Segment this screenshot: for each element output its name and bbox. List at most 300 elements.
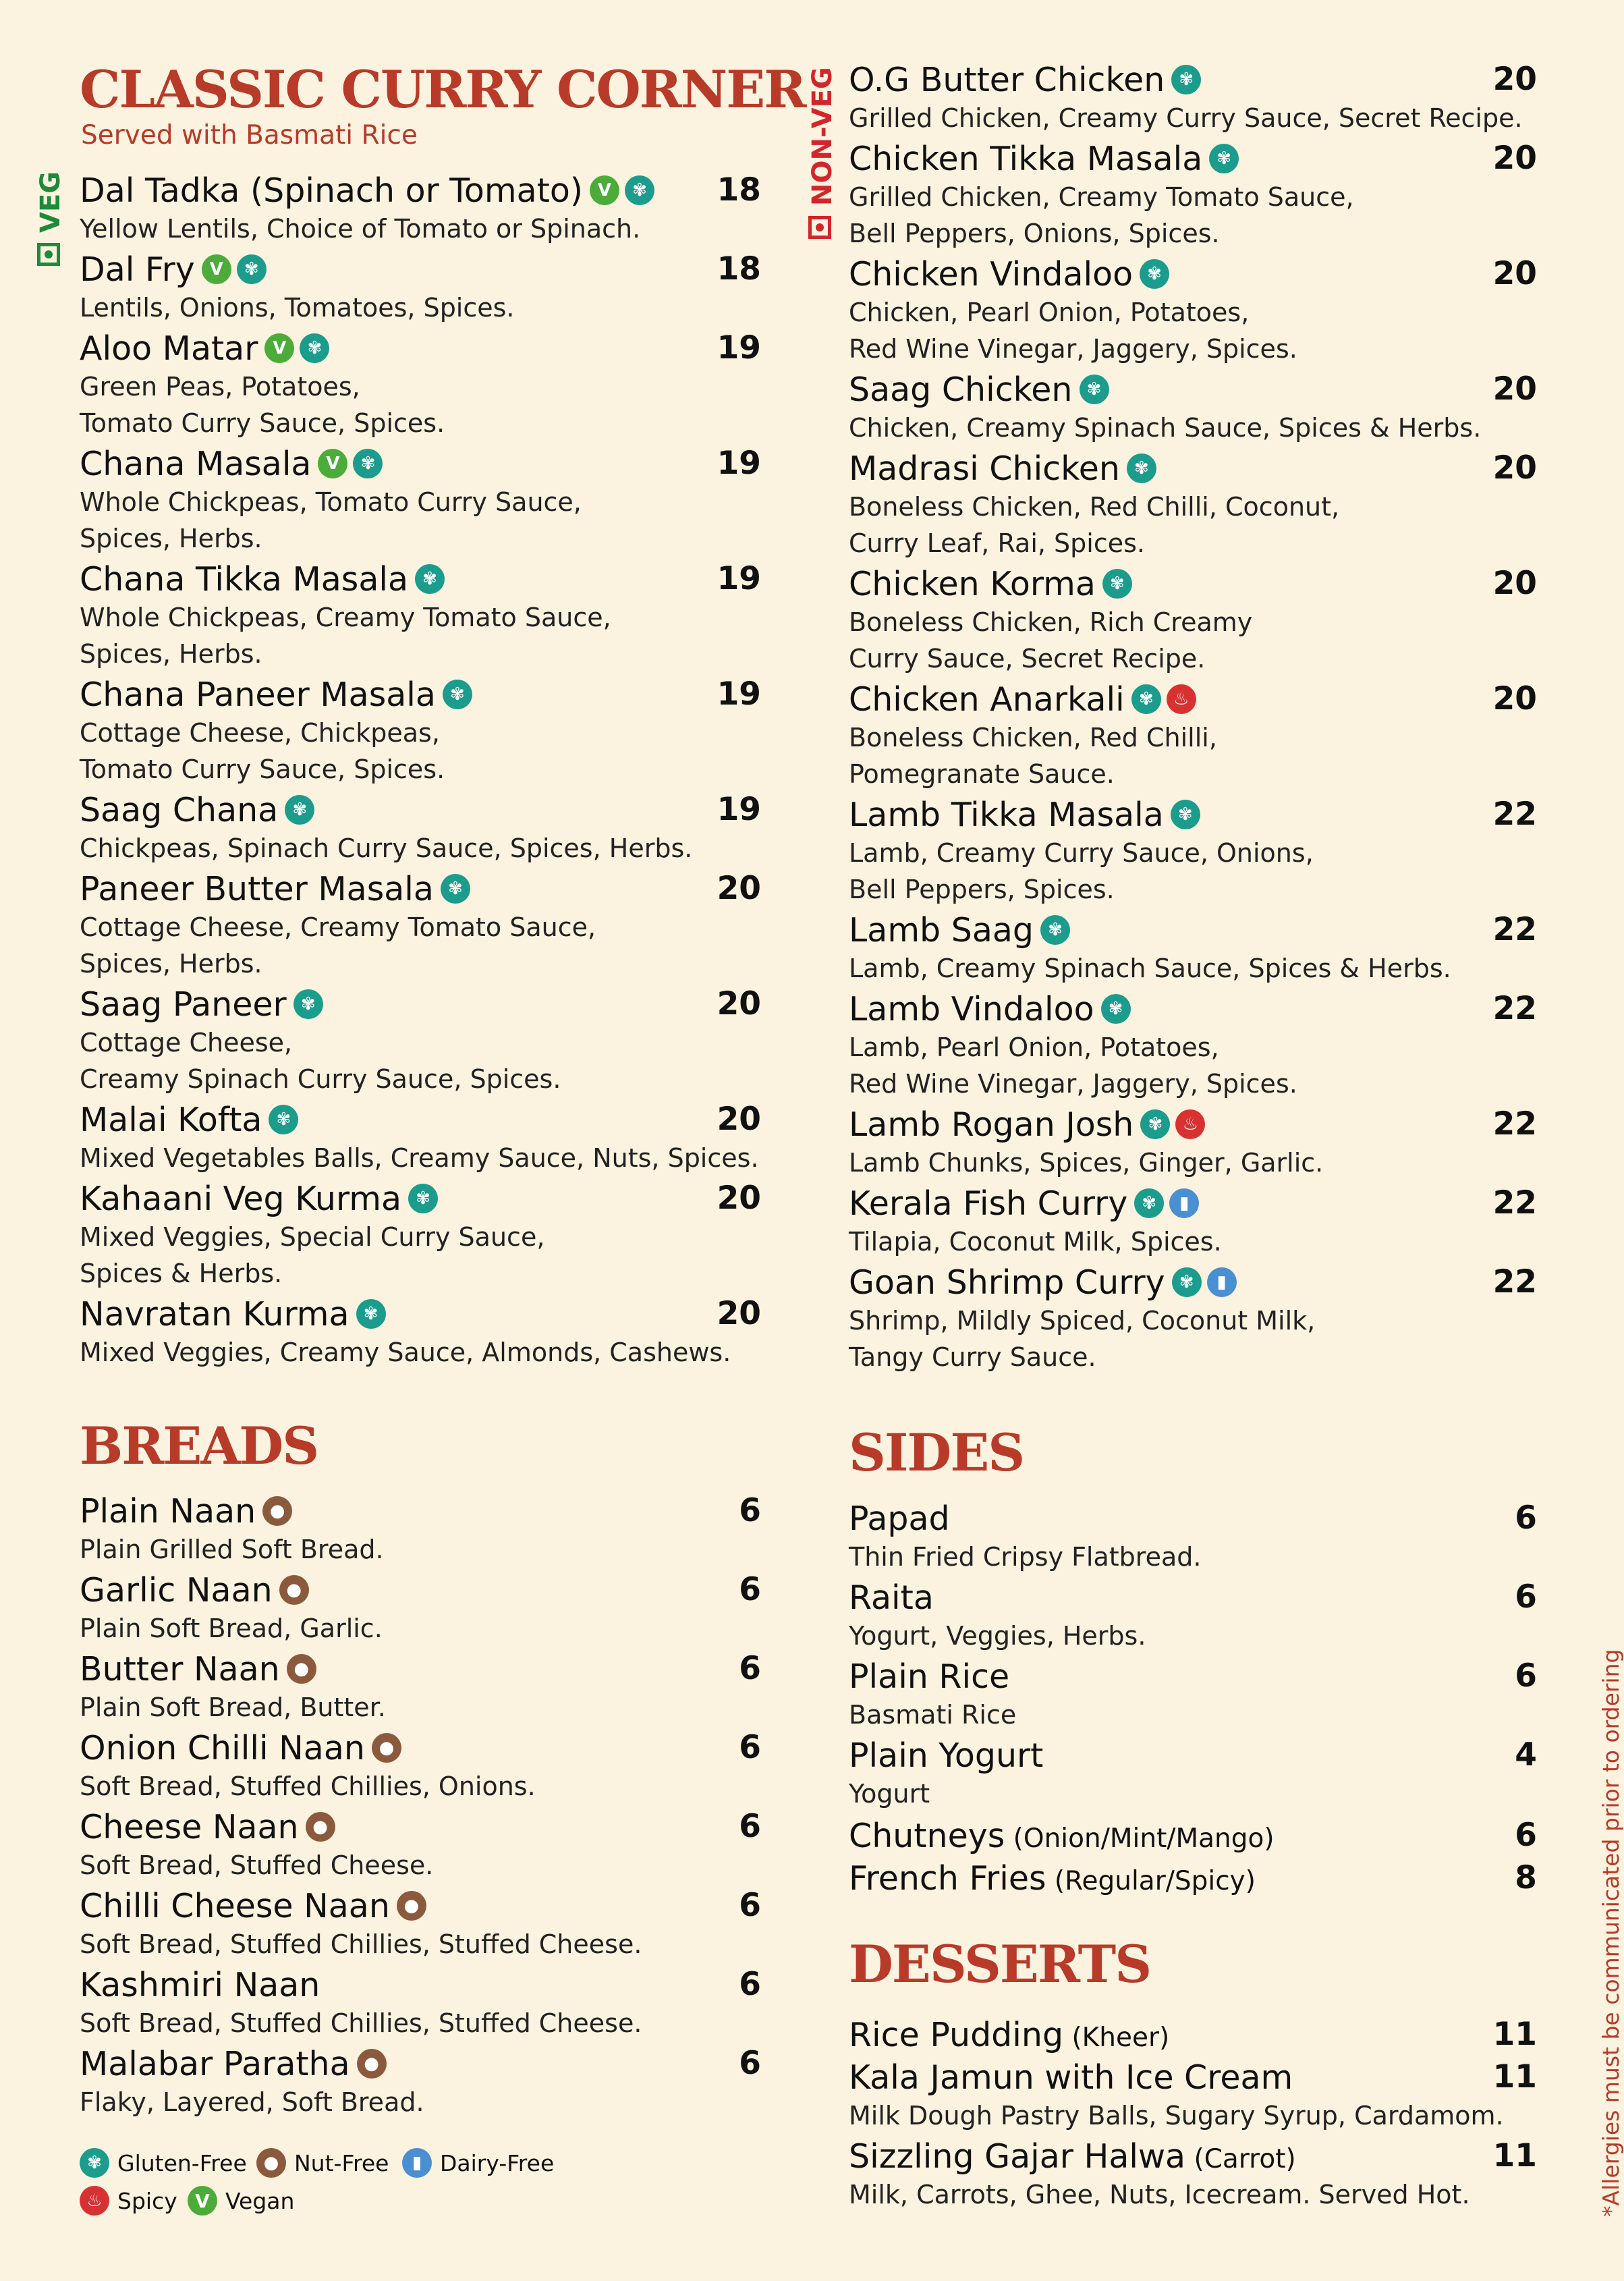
menu-item-name: [849, 370, 1073, 409]
menu-item-name: [849, 1736, 1043, 1775]
vegan-icon: V: [202, 254, 231, 284]
menu-item-description: Plain Grilled Soft Bread.: [80, 1535, 384, 1564]
menu-item-description: Creamy Spinach Curry Sauce, Spices.: [80, 1064, 561, 1094]
dietary-icons: [397, 1891, 426, 1921]
menu-item-name: [849, 1859, 1256, 1898]
menu-item-description: Yogurt, Veggies, Herbs.: [849, 1621, 1146, 1651]
menu-item-name: [849, 1657, 1009, 1696]
menu-item-name: [849, 2058, 1293, 2097]
gluten-free-icon: ✾: [1172, 1267, 1202, 1297]
menu-item-description: Plain Soft Bread, Garlic.: [80, 1614, 383, 1643]
menu-item: [849, 1577, 1537, 1654]
menu-item-name: [80, 250, 195, 289]
gluten-free-icon: ✾: [1080, 375, 1109, 404]
menu-item-name-text: Kerala Fish Curry: [849, 1184, 1128, 1223]
menu-item-name: [80, 1492, 256, 1531]
menu-item-description: Tangy Curry Sauce.: [849, 1342, 1096, 1372]
menu-item: [849, 1498, 1537, 1575]
menu-item-name: [849, 1817, 1275, 1855]
menu-item: [80, 249, 761, 326]
menu-item: [80, 869, 761, 982]
gluten-free-icon: ✾: [285, 795, 314, 825]
menu-item-name-text: Cheese Naan: [80, 1807, 299, 1846]
menu-item-name-text: Dal Fry: [80, 250, 195, 289]
menu-item-header: [849, 1858, 1537, 1898]
menu-item: [849, 564, 1537, 677]
menu-item-price: 11: [1492, 2137, 1537, 2174]
vegan-icon: V: [318, 449, 347, 478]
menu-item-name-text: Madrasi Chicken: [849, 449, 1120, 488]
nut-free-icon: ●: [306, 1812, 335, 1842]
menu-item-price: 19: [717, 791, 761, 828]
desserts-section-title: DESSERTS: [849, 1934, 1151, 1994]
menu-item-name-text: Lamb Tikka Masala: [849, 795, 1164, 834]
menu-item-price: 19: [717, 445, 761, 482]
vegan-icon: V: [590, 175, 619, 205]
legend-nut-free: [256, 2148, 389, 2178]
menu-item-name-text: Dal Tadka (Spinach or Tomato): [80, 171, 583, 210]
menu-item-name-text: Navratan Kurma: [80, 1294, 349, 1334]
nonveg-label: NON-VEG: [807, 67, 838, 206]
menu-item-name: [849, 1184, 1127, 1223]
menu-item-name: [849, 449, 1120, 488]
menu-item: [849, 138, 1537, 252]
menu-item-description: Red Wine Vinegar, Jaggery, Spices.: [849, 1069, 1297, 1099]
menu-item: [849, 1104, 1537, 1181]
menu-item-name-text: Raita: [849, 1578, 934, 1617]
dietary-icons: [1131, 684, 1196, 714]
menu-item-price: 6: [739, 2045, 761, 2082]
menu-item-name-text: Lamb Vindaloo: [849, 989, 1094, 1028]
menu-item-header: [849, 2014, 1537, 2055]
menu-item-price: 18: [717, 250, 761, 287]
menu-item: [849, 910, 1537, 987]
legend-spicy-label: Spicy: [117, 2187, 177, 2214]
menu-item-description: Spices, Herbs.: [80, 949, 262, 979]
dietary-icons: [306, 1812, 335, 1842]
menu-item: [80, 790, 761, 867]
menu-item-header: [849, 2057, 1537, 2097]
menu-item-name-text: Papad: [849, 1499, 950, 1538]
menu-item-price: 11: [1492, 2058, 1537, 2095]
menu-item-header: [849, 989, 1537, 1029]
menu-item-description: Cottage Cheese,: [80, 1028, 293, 1057]
gluten-free-icon: ✾: [353, 449, 383, 478]
menu-item-name: [849, 255, 1133, 294]
menu-item-note: (Kheer): [1063, 2022, 1170, 2053]
menu-item-name-text: Plain Naan: [80, 1491, 256, 1531]
menu-item: [849, 2136, 1537, 2213]
nut-free-icon: ●: [397, 1891, 426, 1921]
menu-item-description: Curry Leaf, Rai, Spices.: [849, 528, 1145, 558]
dairy-free-icon: ▮: [1169, 1188, 1199, 1218]
nut-free-icon: ●: [372, 1733, 401, 1763]
gluten-free-icon: ✾: [1101, 994, 1131, 1024]
menu-item: [80, 674, 761, 788]
menu-item-description: Grilled Chicken, Creamy Tomato Sauce,: [849, 182, 1354, 212]
menu-item-name: [80, 1729, 365, 1767]
menu-item-header: [849, 2136, 1537, 2176]
veg-symbol-icon: [37, 243, 60, 266]
menu-item-header: [849, 1656, 1537, 1697]
menu-item-description: Lamb Chunks, Spices, Ginger, Garlic.: [849, 1148, 1324, 1178]
gluten-free-icon: ✾: [1171, 800, 1200, 829]
menu-item-description: Bell Peppers, Spices.: [849, 875, 1115, 904]
nut-free-icon: ●: [256, 2148, 286, 2178]
menu-item-name: [849, 2016, 1169, 2054]
dietary-icons: [1040, 915, 1070, 945]
menu-item-header: [80, 1886, 761, 1926]
menu-item-description: Whole Chickpeas, Creamy Tomato Sauce,: [80, 603, 611, 632]
menu-item: [80, 1099, 761, 1176]
menu-item-name: [849, 1263, 1165, 1302]
menu-item-description: Basmati Rice: [849, 1700, 1017, 1730]
dietary-icons: [415, 564, 445, 594]
allergy-note: *Allergies must be communicated prior to ordering: [1598, 1649, 1624, 2217]
dietary-icons: [441, 874, 470, 904]
dairy-free-icon: ▮: [402, 2148, 432, 2178]
menu-item-price: 6: [1515, 1578, 1537, 1616]
breads-section-title: BREADS: [80, 1416, 318, 1476]
menu-item-name: [849, 565, 1096, 603]
menu-item-price: 20: [1492, 449, 1537, 487]
gluten-free-icon: ✾: [269, 1105, 298, 1134]
menu-item-name: [80, 1966, 320, 2004]
menu-item-name: [849, 140, 1202, 178]
menu-item-name: [80, 1295, 349, 1334]
legend-spicy: [80, 2186, 177, 2216]
menu-item-price: 19: [717, 676, 761, 713]
menu-item-price: 4: [1515, 1736, 1537, 1774]
menu-item-name-text: Kala Jamun with Ice Cream: [849, 2058, 1293, 2097]
legend-nut-free-label: Nut-Free: [294, 2149, 389, 2176]
menu-item-name-text: Kahaani Veg Kurma: [80, 1179, 401, 1218]
menu-item-header: [849, 1262, 1537, 1302]
menu-item-description: Grilled Chicken, Creamy Curry Sauce, Secret Recipe.: [849, 103, 1523, 133]
menu-item-description: Cottage Cheese, Chickpeas,: [80, 718, 440, 748]
menu-item-description: Chicken, Creamy Spinach Sauce, Spices & Herbs.: [849, 413, 1482, 443]
menu-item-price: 19: [717, 329, 761, 366]
dietary-icons: [408, 1184, 438, 1213]
menu-item-header: [849, 369, 1537, 410]
menu-item-header: [849, 1183, 1537, 1224]
dietary-icons: [202, 254, 267, 284]
menu-item-description: Cottage Cheese, Creamy Tomato Sauce,: [80, 912, 596, 942]
menu-item-description: Boneless Chicken, Red Chilli, Coconut,: [849, 492, 1340, 522]
menu-item: [849, 1815, 1537, 1856]
gluten-free-icon: ✾: [443, 680, 472, 709]
menu-item-header: [80, 984, 761, 1024]
menu-item: [80, 328, 761, 441]
menu-item-name: [80, 870, 434, 908]
menu-item: [849, 794, 1537, 908]
spicy-icon: ♨: [80, 2186, 109, 2216]
menu-item-price: 8: [1515, 1859, 1537, 1896]
nut-free-icon: ●: [279, 1575, 309, 1605]
menu-item-price: 20: [1492, 140, 1537, 177]
dietary-icons: [285, 795, 314, 825]
menu-item-name: [849, 61, 1165, 99]
menu-item-description: Flaky, Layered, Soft Bread.: [80, 2087, 424, 2117]
menu-item-price: 22: [1492, 911, 1537, 948]
menu-item-header: [80, 790, 761, 830]
menu-item-price: 6: [1515, 1657, 1537, 1695]
menu-item-description: Lamb, Creamy Spinach Sauce, Spices & Herbs.: [849, 954, 1451, 983]
menu-item-description: Yogurt: [849, 1779, 930, 1809]
dietary-icons: [372, 1733, 401, 1763]
gluten-free-icon: ✾: [415, 564, 445, 594]
menu-item-description: Lamb, Creamy Curry Sauce, Onions,: [849, 838, 1314, 868]
menu-item-description: Whole Chickpeas, Tomato Curry Sauce,: [80, 487, 582, 517]
menu-item-name-text: Chicken Tikka Masala: [849, 139, 1203, 178]
menu-item: [80, 2043, 761, 2120]
menu-item: [849, 1656, 1537, 1733]
menu-item: [80, 1649, 761, 1726]
gluten-free-icon: ✾: [1102, 569, 1132, 599]
menu-item-name-text: Malai Kofta: [80, 1100, 262, 1139]
menu-item-name-text: French Fries: [849, 1859, 1046, 1898]
menu-item-name: [80, 676, 436, 714]
dietary-icons: [1080, 375, 1109, 404]
spicy-icon: ♨: [1175, 1109, 1205, 1139]
dietary-icons: [1171, 65, 1201, 94]
menu-item: [80, 1964, 761, 2041]
menu-item-price: 20: [1492, 565, 1537, 602]
menu-item-description: Spices & Herbs.: [80, 1259, 283, 1288]
menu-item-price: 6: [739, 1492, 761, 1529]
menu-item-description: Curry Sauce, Secret Recipe.: [849, 644, 1206, 674]
legend-dairy-free: [402, 2148, 554, 2178]
menu-item-description: Mixed Veggies, Special Curry Sauce,: [80, 1222, 545, 1252]
menu-item-name: [849, 911, 1034, 950]
menu-item-description: Boneless Chicken, Red Chilli,: [849, 723, 1217, 752]
menu-item: [849, 1858, 1537, 1898]
menu-item-price: 20: [717, 1295, 761, 1332]
menu-item-description: Spices, Herbs.: [80, 524, 262, 553]
dietary-icons: [318, 449, 383, 478]
curry-section-title: CLASSIC CURRY CORNER: [80, 59, 806, 119]
dietary-icons: [590, 175, 654, 205]
menu-item-header: [80, 1570, 761, 1610]
dietary-icons: [1127, 454, 1156, 483]
dairy-free-icon: ▮: [1207, 1267, 1237, 1297]
menu-item-name: [80, 171, 583, 210]
menu-item-header: [80, 249, 761, 290]
menu-item-description: Spices, Herbs.: [80, 639, 262, 669]
menu-item-name-text: Saag Chana: [80, 790, 279, 829]
menu-item-name-text: Chutneys: [849, 1816, 1005, 1855]
dietary-icons: [356, 1299, 386, 1329]
legend-vegan-label: Vegan: [225, 2187, 295, 2214]
menu-item-description: Pomegranate Sauce.: [849, 759, 1115, 789]
gluten-free-icon: ✾: [1171, 65, 1201, 94]
nut-free-icon: ●: [357, 2049, 387, 2079]
menu-item-name-text: Goan Shrimp Curry: [849, 1263, 1165, 1302]
menu-item-name-text: Chicken Vindaloo: [849, 254, 1133, 294]
dietary-icons: [443, 680, 472, 709]
menu-item-name-text: Chana Tikka Masala: [80, 559, 408, 599]
legend-gluten-free-label: Gluten-Free: [117, 2149, 247, 2176]
menu-item-name-text: Chicken Korma: [849, 564, 1096, 603]
menu-item-price: 22: [1492, 1105, 1537, 1143]
menu-item: [80, 1728, 761, 1805]
menu-item-price: 22: [1492, 796, 1537, 833]
menu-item-price: 6: [1515, 1500, 1537, 1537]
dietary-icons: [264, 333, 329, 363]
menu-item-name-text: Chana Masala: [80, 444, 312, 483]
menu-item-name-text: Onion Chilli Naan: [80, 1728, 365, 1767]
dietary-icons: [1134, 1188, 1199, 1218]
menu-item-description: Boneless Chicken, Rich Creamy: [849, 607, 1253, 637]
legend-vegan: [188, 2186, 294, 2216]
menu-item-description: Soft Bread, Stuffed Chillies, Onions.: [80, 1771, 536, 1801]
dietary-icons: [279, 1575, 309, 1605]
gluten-free-icon: ✾: [1140, 259, 1169, 289]
menu-item: [849, 1735, 1537, 1812]
menu-item: [80, 1570, 761, 1647]
menu-item-price: 6: [739, 1887, 761, 1924]
menu-item-name: [80, 1180, 401, 1218]
menu-item-name: [80, 1650, 280, 1688]
legend-dairy-free-label: Dairy-Free: [440, 2149, 555, 2176]
menu-item-header: [80, 443, 761, 484]
menu-item-header: [849, 1577, 1537, 1618]
gluten-free-icon: ✾: [625, 175, 654, 205]
dietary-icons: [1172, 1267, 1237, 1297]
menu-item-name: [80, 329, 258, 368]
menu-item-name: [849, 1500, 950, 1538]
menu-item-price: 6: [739, 1808, 761, 1845]
menu-item: [80, 443, 761, 557]
menu-item-header: [80, 1964, 761, 2005]
menu-item-header: [849, 1815, 1537, 1856]
menu-item-name-text: Malabar Paratha: [80, 2044, 350, 2083]
menu-item-price: 6: [739, 1571, 761, 1608]
menu-item-description: Soft Bread, Stuffed Cheese.: [80, 1850, 434, 1880]
menu-item-description: Plain Soft Bread, Butter.: [80, 1693, 386, 1722]
menu-item-header: [849, 1498, 1537, 1539]
dietary-icons: [1209, 144, 1239, 173]
menu-item-name: [80, 985, 287, 1024]
menu-item-header: [80, 559, 761, 599]
menu-item-header: [849, 448, 1537, 489]
menu-item: [849, 369, 1537, 446]
gluten-free-icon: ✾: [80, 2148, 109, 2178]
gluten-free-icon: ✾: [1134, 1188, 1164, 1218]
gluten-free-icon: ✾: [1209, 144, 1239, 173]
menu-item-price: 20: [1492, 680, 1537, 717]
menu-item-note: (Carrot): [1185, 2143, 1296, 2174]
menu-item-name-text: Paneer Butter Masala: [80, 869, 434, 908]
gluten-free-icon: ✾: [237, 254, 267, 284]
menu-item-price: 19: [717, 560, 761, 597]
gluten-free-icon: ✾: [300, 333, 329, 363]
menu-item-header: [849, 59, 1537, 100]
menu-item: [849, 1183, 1537, 1260]
menu-item-header: [80, 2043, 761, 2084]
menu-item-header: [849, 254, 1537, 294]
menu-item-description: Chickpeas, Spinach Curry Sauce, Spices, Herbs.: [80, 833, 693, 863]
menu-item-header: [849, 1735, 1537, 1776]
menu-item-price: 20: [1492, 370, 1537, 408]
menu-item-price: 20: [717, 985, 761, 1022]
menu-item: [849, 59, 1537, 136]
menu-item-description: Soft Bread, Stuffed Chillies, Stuffed Cheese.: [80, 1929, 642, 1959]
menu-item-name: [80, 1101, 262, 1139]
menu-item-description: Soft Bread, Stuffed Chillies, Stuffed Cheese.: [80, 2008, 642, 2038]
dietary-icons: [1102, 569, 1132, 599]
menu-item-name-text: Lamb Rogan Josh: [849, 1105, 1134, 1144]
menu-item-name: [80, 1808, 299, 1846]
menu-item-price: 20: [1492, 61, 1537, 98]
menu-item-price: 20: [717, 870, 761, 907]
menu-item-header: [80, 1099, 761, 1140]
menu-item: [849, 254, 1537, 367]
dietary-icons: [1171, 800, 1200, 829]
dietary-icons: [1140, 259, 1169, 289]
menu-item-price: 20: [717, 1101, 761, 1138]
menu-item-header: [80, 1649, 761, 1689]
menu-item-name: [849, 796, 1164, 834]
gluten-free-icon: ✾: [441, 874, 470, 904]
gluten-free-icon: ✾: [1140, 1109, 1170, 1139]
spicy-icon: ♨: [1167, 684, 1196, 714]
menu-item-description: Tomato Curry Sauce, Spices.: [80, 754, 445, 784]
nut-free-icon: ●: [287, 1654, 316, 1684]
menu-item-description: Green Peas, Potatoes,: [80, 372, 360, 402]
menu-item: [849, 1262, 1537, 1375]
menu-item-description: Lentils, Onions, Tomatoes, Spices.: [80, 293, 515, 323]
menu-item-name-text: Chilli Cheese Naan: [80, 1886, 390, 1925]
menu-item: [80, 1294, 761, 1371]
menu-item-name: [849, 990, 1094, 1028]
vegan-icon: V: [264, 333, 294, 363]
menu-item-header: [80, 1178, 761, 1219]
vegan-icon: V: [188, 2186, 217, 2216]
menu-item-header: [80, 1807, 761, 1847]
menu-item-price: 22: [1492, 1263, 1537, 1300]
menu-item-name: [80, 1571, 273, 1610]
menu-item: [80, 1886, 761, 1962]
menu-item: [80, 984, 761, 1097]
menu-item: [80, 1807, 761, 1884]
gluten-free-icon: ✾: [408, 1184, 438, 1213]
gluten-free-icon: ✾: [1040, 915, 1070, 945]
menu-item-name: [849, 1105, 1133, 1144]
nonveg-symbol-icon: [808, 216, 831, 239]
dietary-icons: [1101, 994, 1131, 1024]
menu-item: [849, 2014, 1537, 2055]
menu-item-description: Bell Peppers, Onions, Spices.: [849, 219, 1220, 248]
menu-item-name-text: Chicken Anarkali: [849, 680, 1125, 719]
menu-item-price: 11: [1492, 2016, 1537, 2053]
menu-item-name-text: Aloo Matar: [80, 329, 258, 368]
menu-item-name-text: Saag Chicken: [849, 370, 1073, 409]
menu-item-name: [80, 791, 278, 829]
menu-item-name-text: Plain Rice: [849, 1657, 1010, 1696]
dietary-icons: [269, 1105, 298, 1134]
menu-item-price: 22: [1492, 1184, 1537, 1221]
menu-item-description: Red Wine Vinegar, Jaggery, Spices.: [849, 334, 1297, 364]
menu-item-name-text: O.G Butter Chicken: [849, 60, 1165, 99]
menu-item: [80, 1491, 761, 1568]
menu-item-note: (Regular/Spicy): [1046, 1865, 1256, 1896]
menu-item-header: [849, 564, 1537, 604]
veg-label: VEG: [35, 171, 66, 233]
gluten-free-icon: ✾: [293, 989, 323, 1019]
menu-item-header: [849, 794, 1537, 835]
menu-item: [80, 170, 761, 247]
